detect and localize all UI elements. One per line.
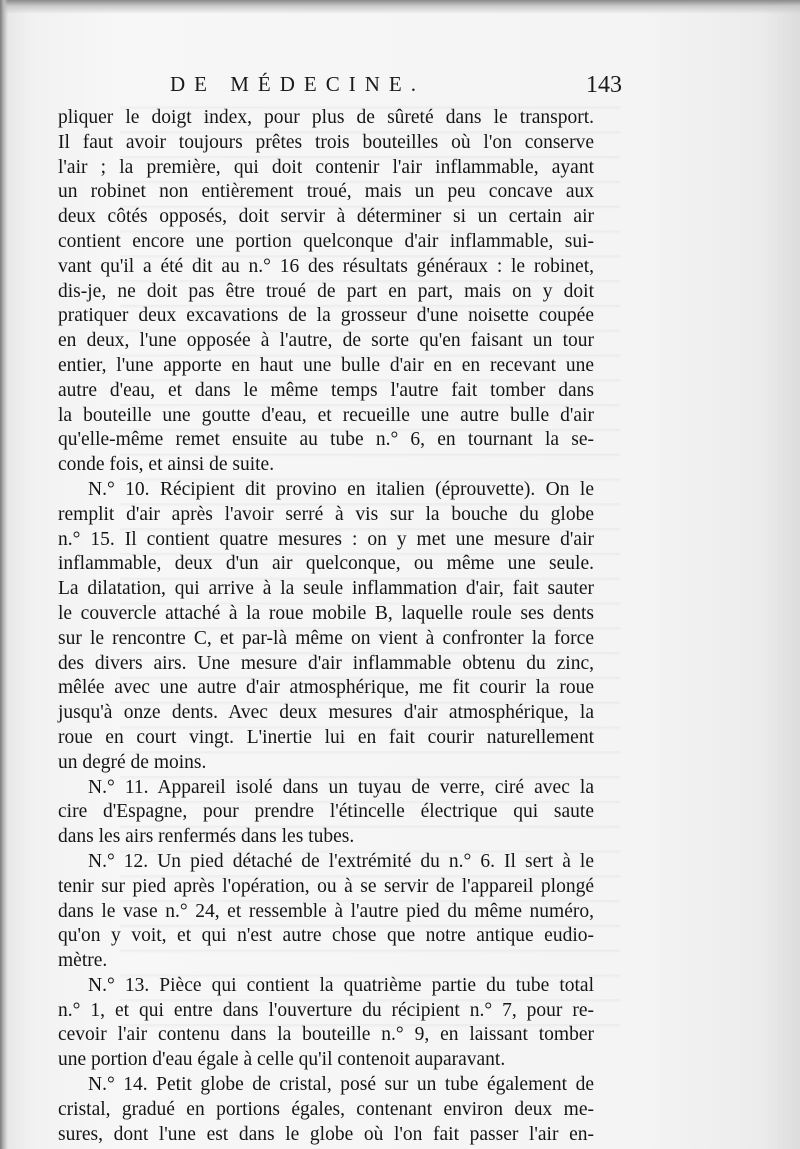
paragraph-start-line: N.° 14. Petit globe de cristal, posé sur un tube également de xyxy=(88,1074,594,1096)
body-text xyxy=(58,106,594,1147)
text-line: contient encore une portion quelconque d'air inflammable, sui- xyxy=(58,230,594,252)
text-line: conde fois, et ainsi de suite. xyxy=(58,454,275,476)
text-line: le couvercle attaché à la roue mobile B, laquelle roule ses dents xyxy=(58,602,594,624)
paragraph-start-line: N.° 12. Un pied détaché de l'extrémité du n.° 6. Il sert à le xyxy=(88,850,594,872)
text-line: mètre. xyxy=(58,950,108,972)
text-line: remplit d'air après l'avoir serré à vis sur la bouche du globe xyxy=(58,503,594,525)
page-left-edge xyxy=(0,0,8,1149)
page-number: 143 xyxy=(586,72,622,98)
text-line: roue en court vingt. L'inertie lui en fait courir naturellement xyxy=(58,726,594,748)
paragraph-start-line: N.° 13. Pièce qui contient la quatrième partie du tube total xyxy=(88,974,594,996)
text-line: La dilatation, qui arrive à la seule inflammation d'air, fait sauter xyxy=(58,578,594,600)
text-line: une portion d'eau égale à celle qu'il contenoit auparavant. xyxy=(58,1049,506,1071)
text-line: n.° 15. Il contient quatre mesures : on y met une mesure d'air xyxy=(58,528,594,550)
text-line: un robinet non entièrement troué, mais un peu concave aux xyxy=(58,181,594,203)
text-line: dans le vase n.° 24, et ressemble à l'autre pied du même numéro, xyxy=(58,900,594,922)
text-line: l'air ; la première, qui doit contenir l'air inflammable, ayant xyxy=(58,156,594,178)
text-line: cevoir l'air contenu dans la bouteille n.° 9, en laissant tomber xyxy=(58,1024,594,1046)
text-line: un degré de moins. xyxy=(58,751,207,773)
text-line: entier, l'une apporte en haut une bulle d'air en en recevant une xyxy=(58,354,594,376)
text-line: deux côtés opposés, doit servir à déterminer si un certain air xyxy=(58,206,594,228)
text-line: tenir sur pied après l'opération, ou à se servir de l'appareil plongé xyxy=(58,875,594,897)
running-head: DE MÉDECINE. xyxy=(170,72,425,96)
paragraph-start-line: N.° 10. Récipient dit provino en italien (éprouvette). On le xyxy=(88,478,594,500)
text-line: autre d'eau, et dans le même temps l'autre fait tomber dans xyxy=(58,379,594,401)
text-line: Il faut avoir toujours prêtes trois bouteilles où l'on conserve xyxy=(58,131,594,153)
text-line: n.° 1, et qui entre dans l'ouverture du récipient n.° 7, pour re- xyxy=(58,999,594,1021)
text-line: en deux, l'une opposée à l'autre, de sorte qu'en faisant un tour xyxy=(58,330,594,352)
text-line: vant qu'il a été dit au n.° 16 des résultats généraux : le robinet, xyxy=(58,255,594,277)
page-top-edge xyxy=(0,0,800,14)
text-line: qu'elle-même remet ensuite au tube n.° 6, en tournant la se- xyxy=(58,429,594,451)
text-line: dans les airs renfermés dans les tubes. xyxy=(58,826,355,848)
text-line: dis-je, ne doit pas être troué de part en part, mais on y doit xyxy=(58,280,594,302)
text-line: pliquer le doigt index, pour plus de sûreté dans le transport. xyxy=(58,107,594,128)
text-line: mêlée avec une autre d'air atmosphérique, me fit courir la roue xyxy=(58,677,594,699)
text-line: cristal, gradué en portions égales, contenant environ deux me- xyxy=(58,1098,594,1120)
text-line: des divers airs. Une mesure d'air inflammable obtenu du zinc, xyxy=(58,652,594,674)
text-line: cire d'Espagne, pour prendre l'étincelle électrique qui saute xyxy=(58,801,594,823)
paragraph-start-line: N.° 11. Appareil isolé dans un tuyau de verre, ciré avec la xyxy=(88,776,594,798)
text-line: pratiquer deux excavations de la grosseur d'une noisette coupée xyxy=(58,305,594,327)
text-line: sures, dont l'une est dans le globe où l'on fait passer l'air en- xyxy=(58,1123,594,1145)
text-line: inflammable, deux d'un air quelconque, ou même une seule. xyxy=(58,553,594,575)
text-line: jusqu'à onze dents. Avec deux mesures d'air atmosphérique, la xyxy=(58,702,594,724)
text-line: la bouteille une goutte d'eau, et recueille une autre bulle d'air xyxy=(58,404,594,426)
text-line: sur le rencontre C, et par-là même on vient à confronter la force xyxy=(58,627,594,649)
text-line: qu'on y voit, et qui n'est autre chose que notre antique eudio- xyxy=(58,925,594,947)
page-header xyxy=(60,70,622,110)
